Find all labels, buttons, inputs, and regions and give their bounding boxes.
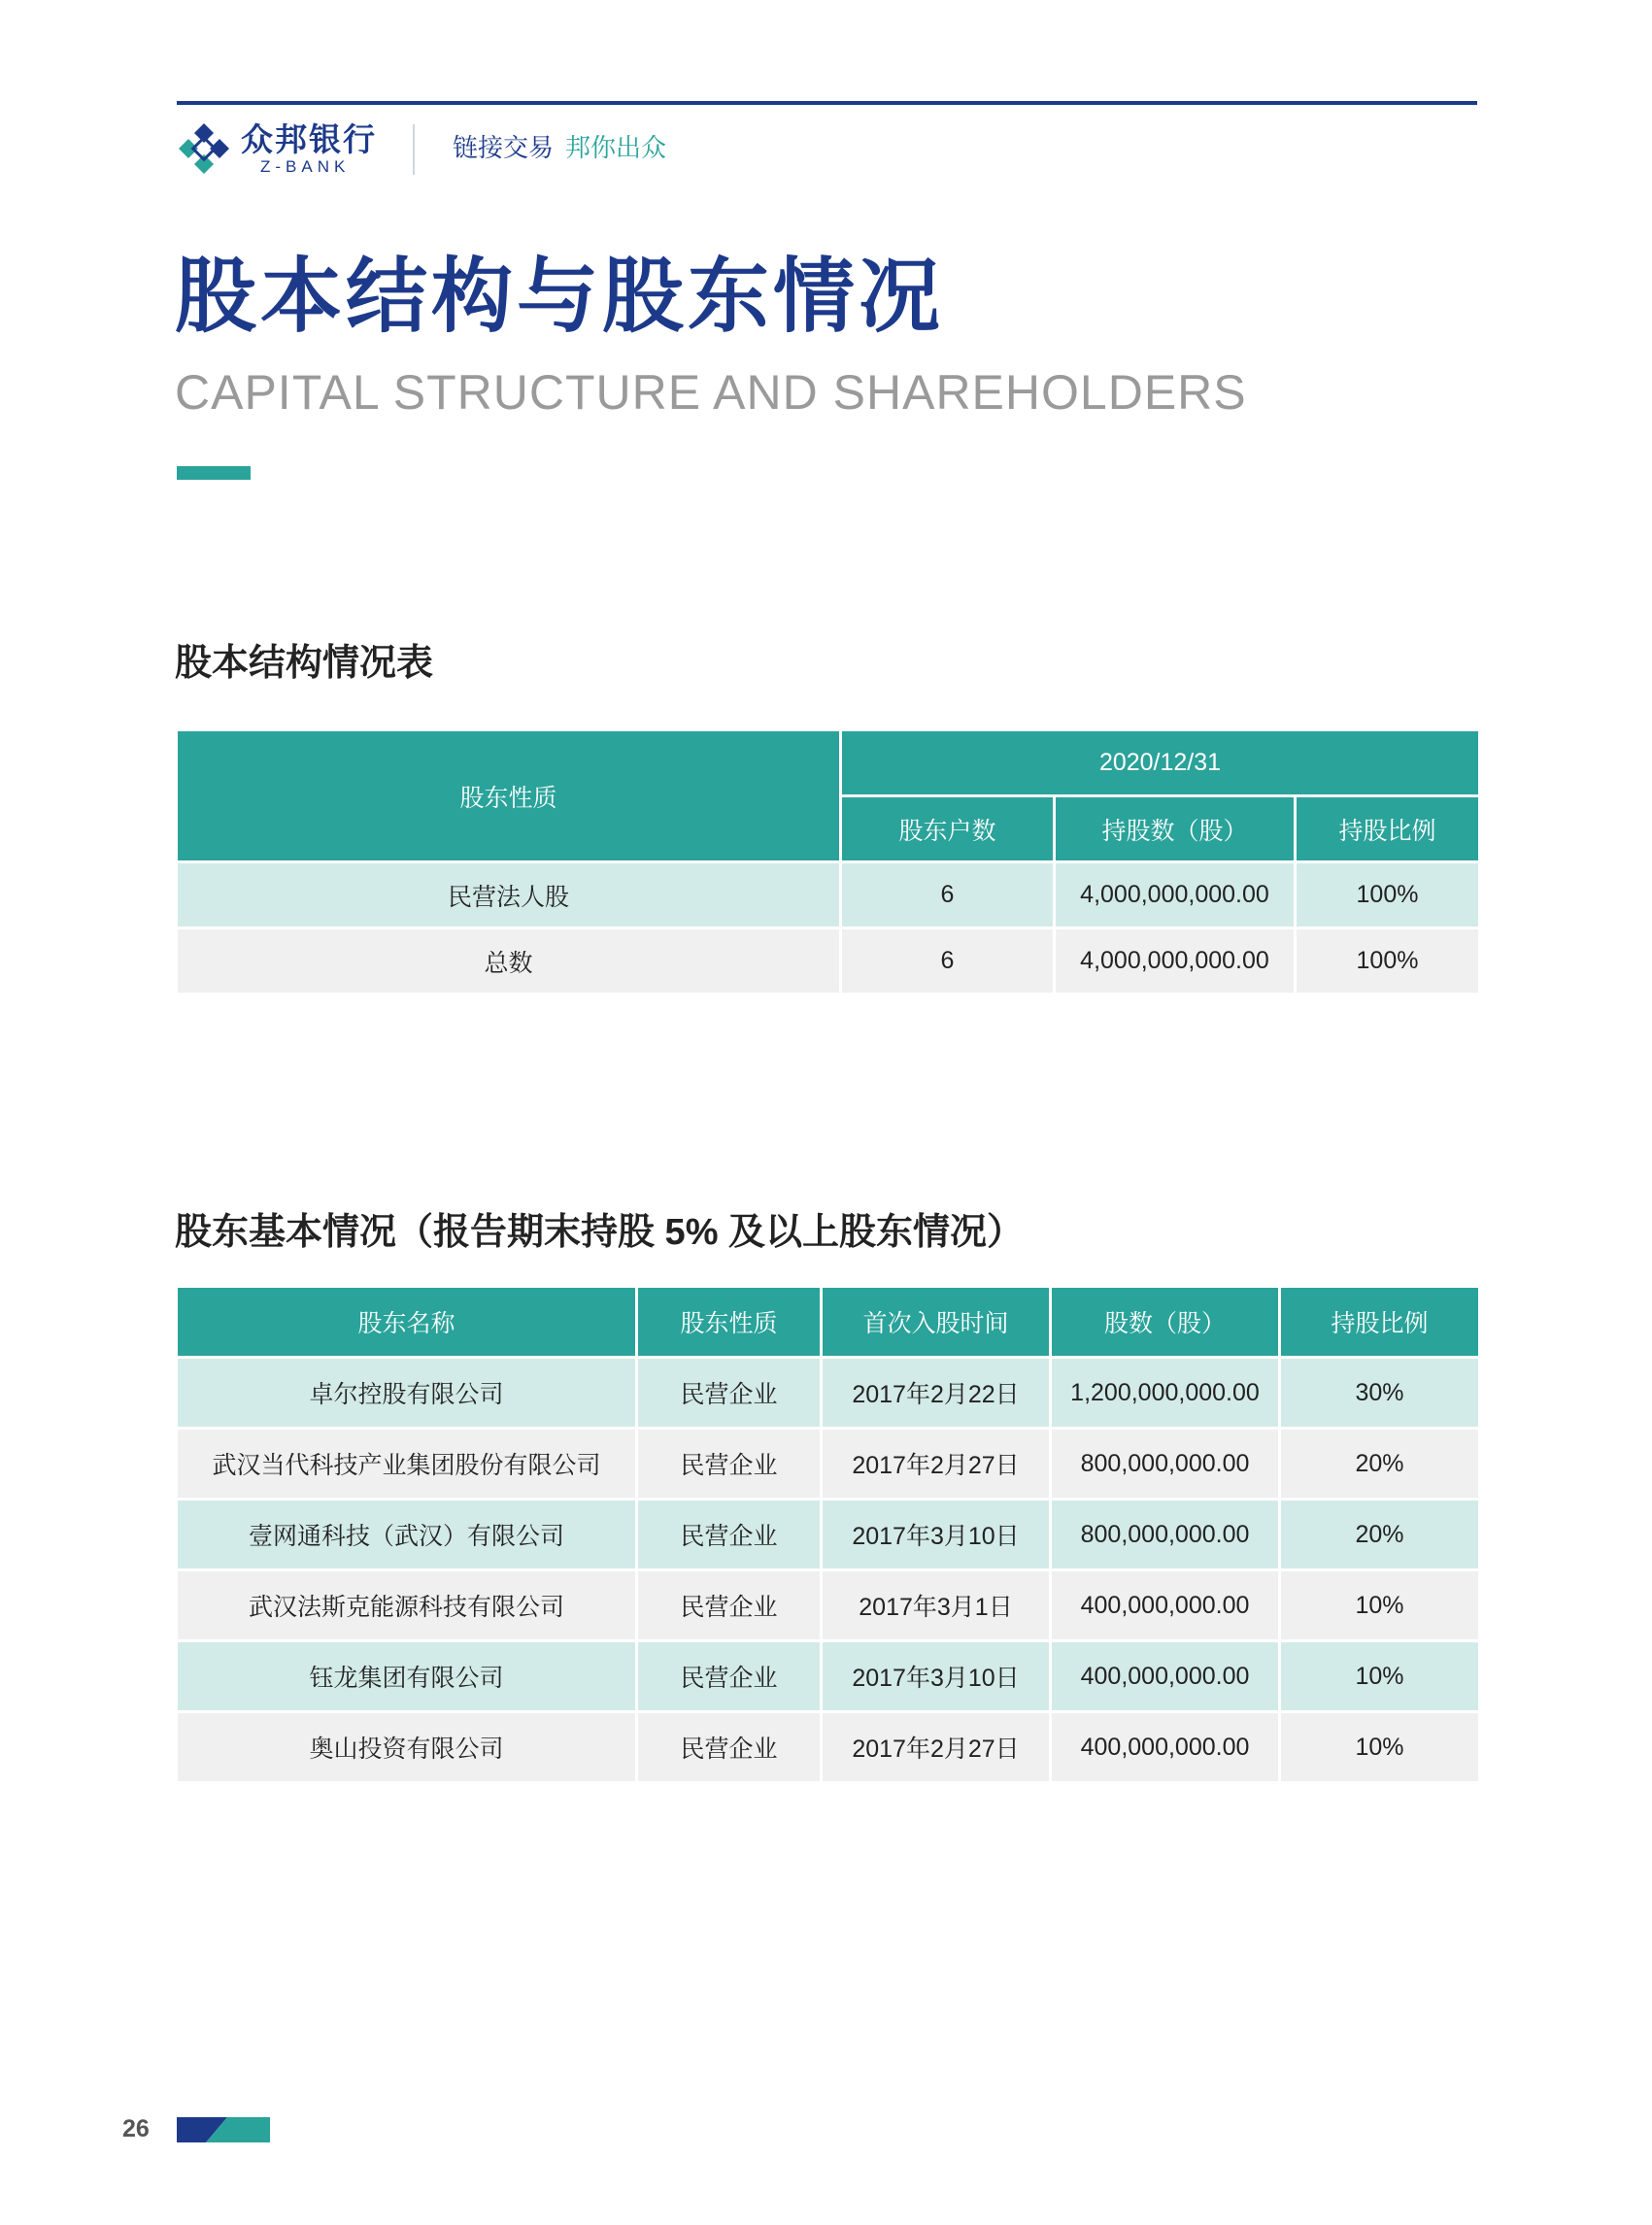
capital-structure-table — [175, 728, 1481, 995]
page-decoration-icon — [177, 2117, 270, 2142]
header-shareholder-nature: 股东性质 — [177, 730, 841, 862]
cell-nature: 民营企业 — [637, 1570, 822, 1641]
cell-date: 2017年2月27日 — [822, 1712, 1051, 1783]
header-holding-ratio: 持股比例 — [1296, 796, 1480, 862]
header-share-count: 股数（股） — [1051, 1287, 1280, 1358]
table-row — [177, 928, 1480, 995]
table-row — [177, 1641, 1480, 1712]
cell-date: 2017年2月22日 — [822, 1358, 1051, 1429]
cell-date: 2017年3月10日 — [822, 1500, 1051, 1570]
table-row — [177, 1358, 1480, 1429]
cell-name: 钰龙集团有限公司 — [177, 1641, 637, 1712]
table-row — [177, 1570, 1480, 1641]
shareholder-table-title: 股东基本情况（报告期末持股 5% 及以上股东情况） — [175, 1212, 1025, 1253]
cell-ratio: 10% — [1280, 1641, 1480, 1712]
cell-ratio: 20% — [1280, 1429, 1480, 1500]
cell-name: 卓尔控股有限公司 — [177, 1358, 637, 1429]
cell-name: 武汉当代科技产业集团股份有限公司 — [177, 1429, 637, 1500]
cell-nature: 民营法人股 — [177, 862, 841, 928]
shareholder-table — [175, 1285, 1481, 1784]
cell-nature: 总数 — [177, 928, 841, 995]
cell-date: 2017年3月10日 — [822, 1641, 1051, 1712]
cell-shares: 4,000,000,000.00 — [1055, 862, 1296, 928]
header-shareholder-count: 股东户数 — [841, 796, 1055, 862]
cell-shares: 4,000,000,000.00 — [1055, 928, 1296, 995]
cell-date: 2017年2月27日 — [822, 1429, 1051, 1500]
slogan-part-1: 链接交易 — [453, 133, 555, 162]
header-holding-ratio: 持股比例 — [1280, 1287, 1480, 1358]
z-bank-logo-icon — [175, 119, 233, 178]
table-row — [177, 1429, 1480, 1500]
cell-nature: 民营企业 — [637, 1500, 822, 1570]
table-row — [177, 1712, 1480, 1783]
cell-ratio: 30% — [1280, 1358, 1480, 1429]
cell-shares: 800,000,000.00 — [1051, 1429, 1280, 1500]
cell-ratio: 10% — [1280, 1570, 1480, 1641]
header-report-date: 2020/12/31 — [841, 730, 1480, 796]
header-shareholder-nature: 股东性质 — [637, 1287, 822, 1358]
cell-shares: 400,000,000.00 — [1051, 1712, 1280, 1783]
cell-count: 6 — [841, 928, 1055, 995]
header-rule — [177, 101, 1477, 105]
logo-english-name: Z-BANK — [260, 157, 351, 176]
slogan-part-2: 邦你出众 — [565, 133, 667, 162]
cell-shares: 1,200,000,000.00 — [1051, 1358, 1280, 1429]
page-subtitle-english: CAPITAL STRUCTURE AND SHAREHOLDERS — [175, 365, 1247, 420]
cell-shares: 400,000,000.00 — [1051, 1570, 1280, 1641]
header-shares-held: 持股数（股） — [1055, 796, 1296, 862]
page-title: 股本结构与股东情况 — [175, 251, 945, 342]
cell-nature: 民营企业 — [637, 1429, 822, 1500]
cell-nature: 民营企业 — [637, 1358, 822, 1429]
cell-ratio: 20% — [1280, 1500, 1480, 1570]
page-number: 26 — [122, 2115, 150, 2142]
slogan — [453, 130, 666, 165]
cell-date: 2017年3月1日 — [822, 1570, 1051, 1641]
header-shareholder-name: 股东名称 — [177, 1287, 637, 1358]
logo-chinese-name: 众邦银行 — [241, 121, 377, 157]
cell-shares: 800,000,000.00 — [1051, 1500, 1280, 1570]
header-first-share-date: 首次入股时间 — [822, 1287, 1051, 1358]
cell-name: 武汉法斯克能源科技有限公司 — [177, 1570, 637, 1641]
cell-ratio: 10% — [1280, 1712, 1480, 1783]
title-accent-bar — [177, 466, 251, 480]
cell-nature: 民营企业 — [637, 1712, 822, 1783]
cell-name: 奥山投资有限公司 — [177, 1712, 637, 1783]
cell-shares: 400,000,000.00 — [1051, 1641, 1280, 1712]
cell-nature: 民营企业 — [637, 1641, 822, 1712]
capital-table-title: 股本结构情况表 — [175, 643, 434, 684]
bank-logo — [175, 118, 377, 179]
cell-ratio: 100% — [1296, 862, 1480, 928]
cell-ratio: 100% — [1296, 928, 1480, 995]
logo-divider — [413, 124, 415, 175]
table-row — [177, 862, 1480, 928]
cell-name: 壹网通科技（武汉）有限公司 — [177, 1500, 637, 1570]
table-row — [177, 1500, 1480, 1570]
cell-count: 6 — [841, 862, 1055, 928]
